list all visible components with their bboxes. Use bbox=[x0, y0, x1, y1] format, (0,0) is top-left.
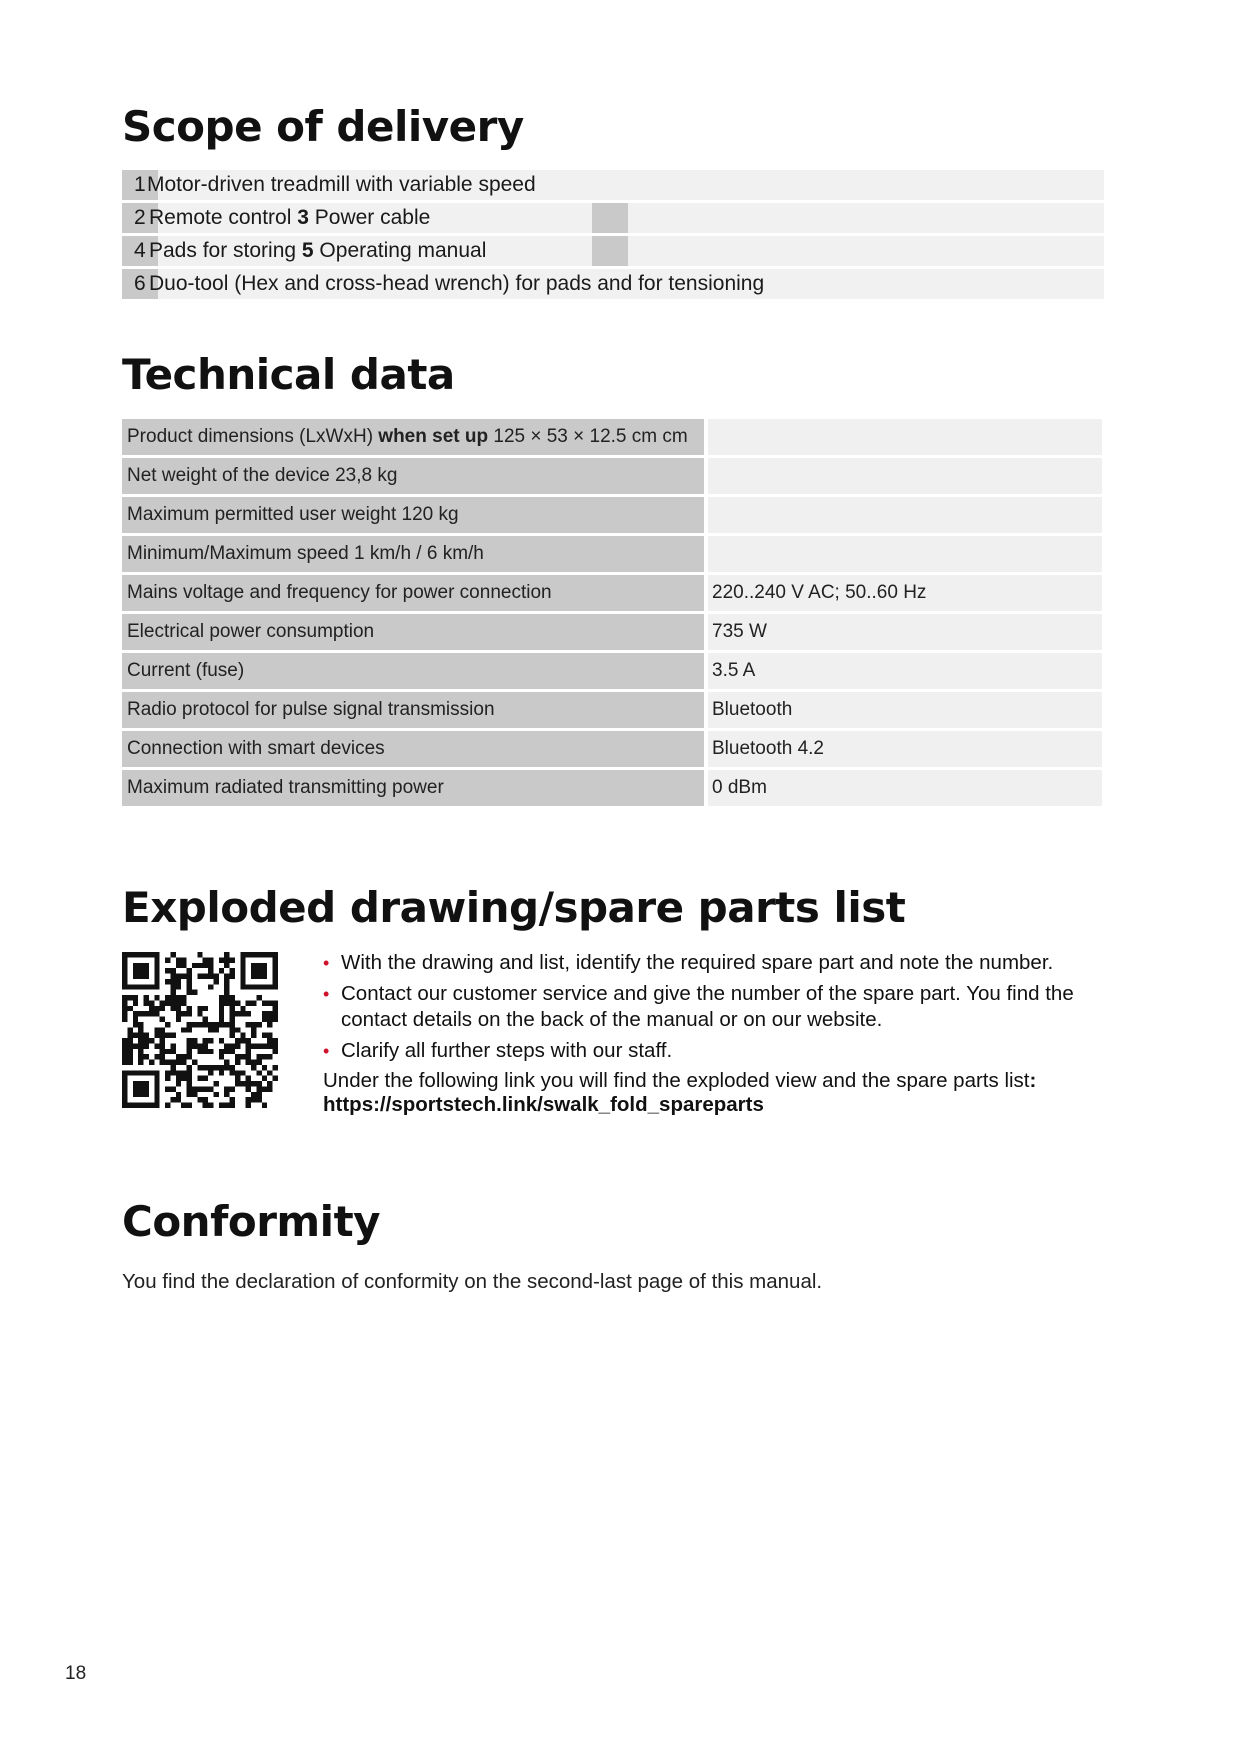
scope-text: Pads for storing bbox=[149, 239, 302, 262]
tech-value bbox=[708, 419, 1102, 455]
tech-label: Connection with smart devices bbox=[122, 731, 704, 767]
tech-row bbox=[122, 731, 1102, 767]
tech-row bbox=[122, 614, 1102, 650]
scope-text: Duo-tool (Hex and cross-head wrench) for pads and for tensioning bbox=[149, 272, 765, 295]
tech-value: Bluetooth 4.2 bbox=[708, 731, 1102, 767]
tech-row bbox=[122, 497, 1102, 533]
scope-item bbox=[122, 269, 1104, 299]
tech-row bbox=[122, 575, 1102, 611]
scope-num: 4 bbox=[134, 239, 146, 262]
qr-code-icon[interactable] bbox=[122, 952, 278, 1108]
technical-title: Technical data bbox=[122, 350, 455, 399]
scope-num: 1 bbox=[134, 173, 146, 196]
tech-row bbox=[122, 692, 1102, 728]
spare-bullets bbox=[323, 950, 1113, 1117]
tech-label: Net weight of the device 23,8 kg bbox=[122, 458, 704, 494]
conformity-text: You find the declaration of conformity on the second-last page of this manual. bbox=[122, 1270, 823, 1293]
tech-value: Bluetooth bbox=[708, 692, 1102, 728]
scope-text: Remote control bbox=[149, 206, 298, 229]
tech-label: Maximum permitted user weight 120 kg bbox=[122, 497, 704, 533]
tech-value: 735 W bbox=[708, 614, 1102, 650]
tech-value bbox=[708, 458, 1102, 494]
scope-num: 6 bbox=[134, 272, 146, 295]
scope-num: 5 bbox=[301, 239, 314, 262]
scope-item bbox=[122, 203, 1104, 233]
link-intro: Under the following link you will find the exploded view and the spare parts list: bbox=[323, 1069, 1037, 1092]
scope-num: 2 bbox=[134, 206, 146, 229]
spare-title: Exploded drawing/spare parts list bbox=[122, 883, 906, 932]
bullet-dot-icon: • bbox=[323, 1041, 330, 1061]
tech-value bbox=[708, 497, 1102, 533]
tech-label: Current (fuse) bbox=[122, 653, 704, 689]
list-item: • Clarify all further steps with our staff. bbox=[323, 1039, 673, 1062]
scope-num: 3 bbox=[297, 206, 309, 229]
tech-value: 220..240 V AC; 50..60 Hz bbox=[708, 575, 1102, 611]
bullet-dot-icon: • bbox=[323, 953, 330, 973]
spare-parts-link[interactable]: https://sportstech.link/swalk_fold_spareparts bbox=[323, 1093, 764, 1116]
scope-text: Motor-driven treadmill with variable speed bbox=[147, 173, 536, 196]
scope-text: Power cable bbox=[308, 206, 431, 229]
tech-value: 0 dBm bbox=[708, 770, 1102, 806]
scope-item bbox=[122, 236, 1104, 266]
tech-row bbox=[122, 653, 1102, 689]
scope-item bbox=[122, 170, 1104, 200]
page-number: 18 bbox=[65, 1663, 87, 1684]
tech-label: Product dimensions (LxWxH) when set up 125 × 53 × 12.5 cm cm bbox=[122, 419, 704, 455]
bullet-dot-icon: • bbox=[323, 984, 330, 1004]
tech-row bbox=[122, 458, 1102, 494]
scope-text: Operating manual bbox=[313, 239, 487, 262]
tech-label: Radio protocol for pulse signal transmission bbox=[122, 692, 704, 728]
tech-value bbox=[708, 536, 1102, 572]
list-item: • With the drawing and list, identify the required spare part and note the number. bbox=[323, 951, 1054, 974]
tech-row bbox=[122, 770, 1102, 806]
tech-value: 3.5 A bbox=[708, 653, 1102, 689]
list-item: • Contact our customer service and give the number of the spare part. You find the contact details on the back of the manual or on our website. bbox=[323, 982, 1074, 1031]
tech-row bbox=[122, 536, 1102, 572]
tech-row bbox=[122, 419, 1102, 455]
scope-mid-cell bbox=[592, 236, 628, 266]
tech-label: Maximum radiated transmitting power bbox=[122, 770, 704, 806]
tech-label: Minimum/Maximum speed 1 km/h / 6 km/h bbox=[122, 536, 704, 572]
tech-label: Electrical power consumption bbox=[122, 614, 704, 650]
conformity-title: Conformity bbox=[122, 1197, 381, 1246]
scope-title: Scope of delivery bbox=[122, 102, 524, 151]
scope-mid-cell bbox=[592, 203, 628, 233]
tech-label: Mains voltage and frequency for power connection bbox=[122, 575, 704, 611]
